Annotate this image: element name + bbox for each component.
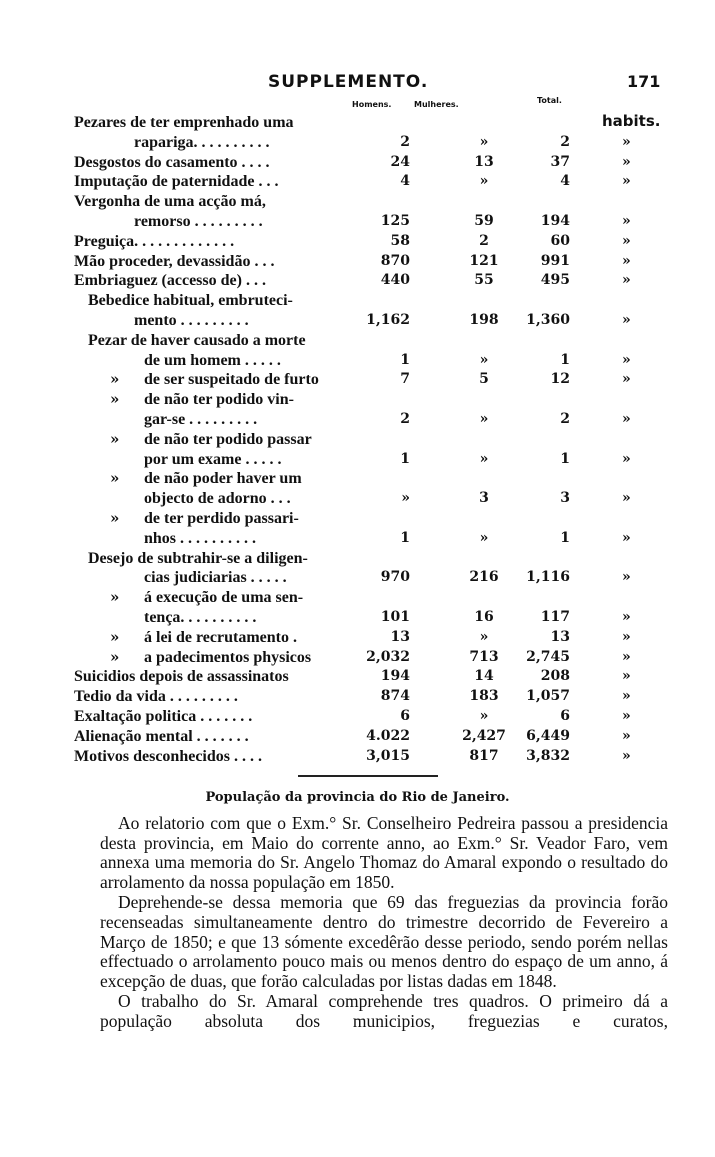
value-mulheres: » <box>479 707 489 724</box>
value-habits: » <box>622 688 631 705</box>
value-habits: » <box>622 648 631 665</box>
row-label: Bebedice habitual, embruteci- <box>88 292 293 310</box>
value-mulheres: 183 <box>469 688 499 705</box>
section-title: População da provincia do Rio de Janeiro. <box>205 790 510 805</box>
value-total: 13 <box>550 628 570 645</box>
value-mulheres: 14 <box>474 668 494 685</box>
value-total: 991 <box>540 252 570 269</box>
row-label: tença. . . . . . . . . . <box>144 608 257 626</box>
ditto-mark: » <box>110 370 120 389</box>
value-habits: » <box>622 133 631 150</box>
value-homens: 194 <box>380 668 410 685</box>
row-label: Imputação de paternidade . . . <box>74 173 279 191</box>
value-habits: » <box>622 153 631 170</box>
value-total: 1 <box>560 351 570 368</box>
ditto-mark: » <box>110 429 120 448</box>
table-row <box>74 172 654 192</box>
table-row <box>74 291 654 311</box>
value-mulheres: 13 <box>474 153 494 170</box>
value-total: 60 <box>550 232 570 249</box>
value-homens: 1 <box>400 529 410 546</box>
table-row <box>74 529 654 549</box>
table-row <box>74 331 654 351</box>
row-label: Pezares de ter emprenhado uma <box>74 114 294 131</box>
value-mulheres: » <box>479 529 489 546</box>
ditto-mark: » <box>110 390 120 409</box>
value-total: 4 <box>560 173 570 190</box>
table-row <box>74 390 654 410</box>
table-row <box>74 727 654 747</box>
table-row <box>74 568 654 588</box>
value-homens: 6 <box>400 707 410 724</box>
value-mulheres: 713 <box>469 648 499 665</box>
value-mulheres: » <box>479 173 489 190</box>
value-total: 37 <box>550 153 570 170</box>
table-row <box>74 608 654 628</box>
row-label: Alienação mental . . . . . . . <box>74 727 249 745</box>
value-homens: 3,015 <box>366 747 410 764</box>
row-label: Exaltação politica . . . . . . . <box>74 707 253 725</box>
ditto-mark: » <box>110 647 120 666</box>
row-label: Pezar de haver causado a morte <box>88 331 306 349</box>
value-total: 495 <box>540 272 570 289</box>
row-label: a padecimentos physicos <box>144 648 312 666</box>
paragraph: Ao relatorio com que o Exm.° Sr. Conselheiro Pedreira passou a presidencia desta provincia, em Maio do corrente anno, ao Exm.° Sr. Veador Faro, vem annexa uma memoria do Sr. Angelo Thomaz do Amaral expondo o resultado do arrolamento da nossa população em 1850. <box>100 813 668 892</box>
value-homens: 101 <box>380 608 410 625</box>
row-label: Mão proceder, devassidão . . . <box>74 252 275 270</box>
row-label: de um homem . . . . . <box>144 351 281 369</box>
row-label: Desgostos do casamento . . . . <box>74 153 270 171</box>
value-homens: » <box>401 490 410 507</box>
table-row <box>74 133 654 153</box>
table-row <box>74 232 654 252</box>
value-habits: » <box>622 371 631 388</box>
row-label: Suicidios depois de assassinatos <box>74 668 289 686</box>
row-label: nhos . . . . . . . . . . <box>144 529 257 547</box>
value-mulheres: » <box>479 450 489 467</box>
value-total: 12 <box>550 371 570 388</box>
ditto-mark: » <box>110 469 120 488</box>
value-habits: » <box>622 747 631 764</box>
table-row <box>74 370 654 390</box>
row-label: remorso . . . . . . . . . <box>134 212 263 230</box>
table-row <box>74 549 654 569</box>
value-mulheres: 59 <box>474 212 494 229</box>
value-homens: 7 <box>400 371 410 388</box>
table-row <box>74 271 654 291</box>
value-mulheres: 16 <box>474 608 494 625</box>
value-homens: 2,032 <box>366 648 410 665</box>
value-mulheres: 3 <box>479 490 489 507</box>
value-habits: » <box>622 351 631 368</box>
table-row <box>74 687 654 707</box>
paragraph: Deprehende-se dessa memoria que 69 das freguezias da provincia forão recenseadas simultaneamente dentro do trimestre decorrido de Fevereiro a Março de 1850; e que 13 sómente excedêrão desse periodo, sendo porém nellas effectuado o arrolamento pouco mais ou menos dentro do espaço de um anno, á excepção de duas, que forão calculadas por listas dadas em 1848. <box>100 892 668 991</box>
row-label: Vergonha de uma acção má, <box>74 193 266 211</box>
section-divider <box>298 775 438 777</box>
paragraph: O trabalho do Sr. Amaral comprehende tres quadros. O primeiro dá a população absoluta dos municipios, freguezias e curatos, <box>100 991 668 1031</box>
table-row <box>74 628 654 648</box>
running-header <box>0 72 715 96</box>
page-number: 171 <box>627 72 661 91</box>
table-row <box>74 311 654 331</box>
value-total: 1 <box>560 529 570 546</box>
value-mulheres: » <box>479 628 489 645</box>
value-homens: 874 <box>380 688 410 705</box>
row-label: Preguiça. . . . . . . . . . . . . <box>74 232 235 250</box>
row-label: objecto de adorno . . . <box>144 490 291 508</box>
value-total: 2 <box>560 133 570 150</box>
value-total: 2 <box>560 410 570 427</box>
row-label: gar-se . . . . . . . . . <box>144 410 258 428</box>
table-row <box>74 509 654 529</box>
value-habits: » <box>622 668 631 685</box>
suicide-motives-table <box>74 113 654 766</box>
value-mulheres: 817 <box>469 747 499 764</box>
value-habits: » <box>622 628 631 645</box>
value-mulheres: 2 <box>479 232 489 249</box>
value-habits: » <box>622 252 631 269</box>
value-total: 1,360 <box>526 311 570 328</box>
row-label: de não ter podido passar <box>144 430 312 448</box>
value-mulheres: 5 <box>479 371 489 388</box>
value-mulheres: 121 <box>469 252 499 269</box>
value-homens: 24 <box>390 153 410 170</box>
value-homens: 440 <box>380 272 410 289</box>
row-label: Motivos desconhecidos . . . . <box>74 747 262 765</box>
table-row <box>74 667 654 687</box>
value-mulheres: 2,427 <box>462 727 506 744</box>
column-header-total: Total. <box>537 96 562 105</box>
value-homens: 4 <box>400 173 410 190</box>
value-mulheres: » <box>479 351 489 368</box>
value-habits: » <box>622 173 631 190</box>
value-homens: 2 <box>400 410 410 427</box>
value-mulheres: 198 <box>469 311 499 328</box>
row-label: Embriaguez (accesso de) . . . <box>74 272 266 290</box>
value-total: 1,057 <box>526 688 570 705</box>
table-row <box>74 252 654 272</box>
table-row <box>74 430 654 450</box>
value-homens: 1 <box>400 351 410 368</box>
row-label: de não poder haver um <box>144 470 302 488</box>
table-row <box>74 351 654 371</box>
table-row <box>74 707 654 727</box>
ditto-mark: » <box>110 627 120 646</box>
value-habits: » <box>622 608 631 625</box>
column-header-habits: habits. <box>602 112 661 130</box>
value-homens: 870 <box>380 252 410 269</box>
value-total: 3 <box>560 490 570 507</box>
value-habits: » <box>622 450 631 467</box>
row-label: por um exame . . . . . <box>144 450 282 468</box>
value-habits: » <box>622 529 631 546</box>
value-habits: » <box>622 569 631 586</box>
row-label: de não ter podido vin- <box>144 391 294 409</box>
column-header-homens: Homens. <box>352 100 392 109</box>
value-total: 6,449 <box>526 727 570 744</box>
table-row <box>74 153 654 173</box>
value-habits: » <box>622 410 631 427</box>
value-total: 194 <box>540 212 570 229</box>
section-body <box>100 814 668 1033</box>
value-habits: » <box>622 232 631 249</box>
row-label: de ter perdido passari- <box>144 509 299 527</box>
table-row <box>74 192 654 212</box>
table-row <box>74 212 654 232</box>
value-homens: 13 <box>390 628 410 645</box>
row-label: á execução de uma sen- <box>144 589 304 607</box>
row-label: rapariga. . . . . . . . . . <box>134 133 270 151</box>
value-total: 3,832 <box>526 747 570 764</box>
value-total: 117 <box>540 608 570 625</box>
value-total: 208 <box>540 668 570 685</box>
value-homens: 970 <box>380 569 410 586</box>
value-total: 1 <box>560 450 570 467</box>
ditto-mark: » <box>110 508 120 527</box>
value-homens: 1,162 <box>366 311 410 328</box>
table-row <box>74 410 654 430</box>
table-row <box>74 588 654 608</box>
value-total: 2,745 <box>526 648 570 665</box>
value-habits: » <box>622 727 631 744</box>
table-row <box>74 450 654 470</box>
row-label: Desejo de subtrahir-se a diligen- <box>88 549 308 567</box>
value-habits: » <box>622 311 631 328</box>
table-row <box>74 489 654 509</box>
value-habits: » <box>622 272 631 289</box>
value-total: 6 <box>560 707 570 724</box>
value-habits: » <box>622 490 631 507</box>
value-habits: » <box>622 707 631 724</box>
value-total: 1,116 <box>526 569 570 586</box>
row-label: cias judiciarias . . . . . <box>144 569 287 587</box>
value-homens: 2 <box>400 133 410 150</box>
value-habits: » <box>622 212 631 229</box>
table-row <box>74 469 654 489</box>
value-homens: 58 <box>390 232 410 249</box>
value-mulheres: 216 <box>469 569 499 586</box>
row-label: á lei de recrutamento . <box>144 628 297 646</box>
running-title: SUPPLEMENTO. <box>268 72 429 92</box>
table-row <box>74 113 654 133</box>
table-row <box>74 648 654 668</box>
row-label: de ser suspeitado de furto <box>144 371 319 389</box>
value-homens: 1 <box>400 450 410 467</box>
ditto-mark: » <box>110 588 120 607</box>
value-homens: 125 <box>380 212 410 229</box>
row-label: mento . . . . . . . . . <box>134 311 249 329</box>
table-row <box>74 747 654 767</box>
value-mulheres: » <box>479 133 489 150</box>
row-label: Tedio da vida . . . . . . . . . <box>74 688 238 706</box>
value-mulheres: » <box>479 410 489 427</box>
value-homens: 4.022 <box>366 727 410 744</box>
value-mulheres: 55 <box>474 272 494 289</box>
column-header-mulheres: Mulheres. <box>414 100 459 109</box>
